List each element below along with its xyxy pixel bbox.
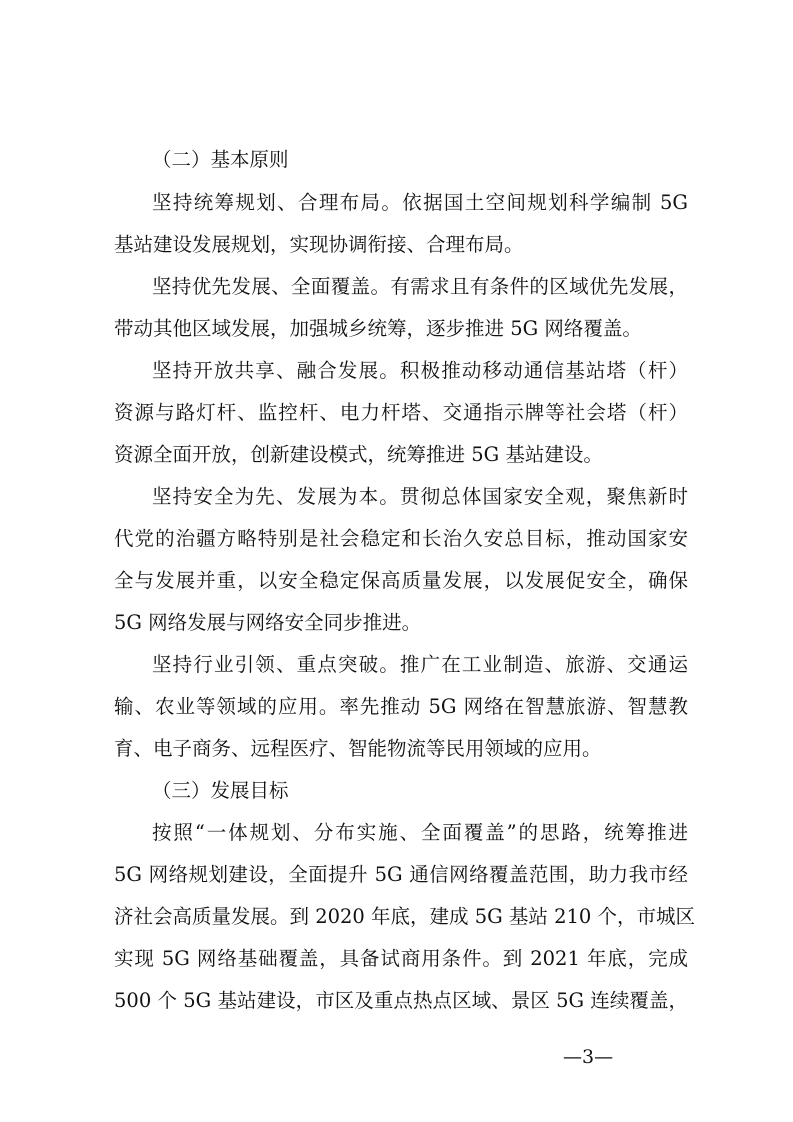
paragraph-line: 基站建设发展规划，实现协调衔接、合理布局。 xyxy=(114,233,524,256)
paragraph-line: 5G 网络规划建设，全面提升 5G 通信网络覆盖范围，助力我市经 xyxy=(114,863,688,886)
paragraph-line: 坚持统筹规划、合理布局。依据国土空间规划科学编制 5G xyxy=(152,191,688,214)
paragraph-line: 坚持安全为先、发展为本。贯彻总体国家安全观，聚焦新时 xyxy=(152,485,688,508)
section-heading-goals: （三）发展目标 xyxy=(152,779,289,802)
paragraph-line: 资源与路灯杆、监控杆、电力杆塔、交通指示牌等社会塔（杆） xyxy=(114,401,688,424)
section-heading-principles: （二）基本原则 xyxy=(152,148,289,171)
paragraph-line: 济社会高质量发展。到 2020 年底，建成 5G 基站 210 个，市城区 xyxy=(114,905,696,928)
paragraph-line: 带动其他区域发展，加强城乡统筹，逐步推进 5G 网络覆盖。 xyxy=(114,317,642,340)
paragraph-line: 坚持开放共享、融合发展。积极推动移动通信基站塔（杆） xyxy=(152,359,688,382)
paragraph-line: 育、电子商务、远程医疗、智能物流等民用领域的应用。 xyxy=(114,737,602,760)
paragraph-line: 按照“一体规划、分布实施、全面覆盖”的思路，统筹推进 xyxy=(152,821,688,844)
paragraph-line: 输、农业等领域的应用。率先推动 5G 网络在智慧旅游、智慧教 xyxy=(114,695,688,718)
paragraph-line: 代党的治疆方略特别是社会稳定和长治久安总目标，推动国家安 xyxy=(114,527,688,550)
paragraph-line: 坚持行业引领、重点突破。推广在工业制造、旅游、交通运 xyxy=(152,653,688,676)
paragraph-line: 实现 5G 网络基础覆盖，具备试商用条件。到 2021 年底，完成 xyxy=(114,947,688,970)
paragraph-line: 500 个 5G 基站建设，市区及重点热点区域、景区 5G 连续覆盖， xyxy=(114,989,688,1012)
paragraph-line: 全与发展并重，以安全稳定保高质量发展，以发展促安全，确保 xyxy=(114,569,688,592)
paragraph-line: 坚持优先发展、全面覆盖。有需求且有条件的区域优先发展， xyxy=(152,275,688,298)
page-number: —3— xyxy=(563,1046,614,1068)
paragraph-line: 5G 网络发展与网络安全同步推进。 xyxy=(114,611,422,634)
paragraph-line: 资源全面开放，创新建设模式，统筹推进 5G 基站建设。 xyxy=(114,443,603,466)
